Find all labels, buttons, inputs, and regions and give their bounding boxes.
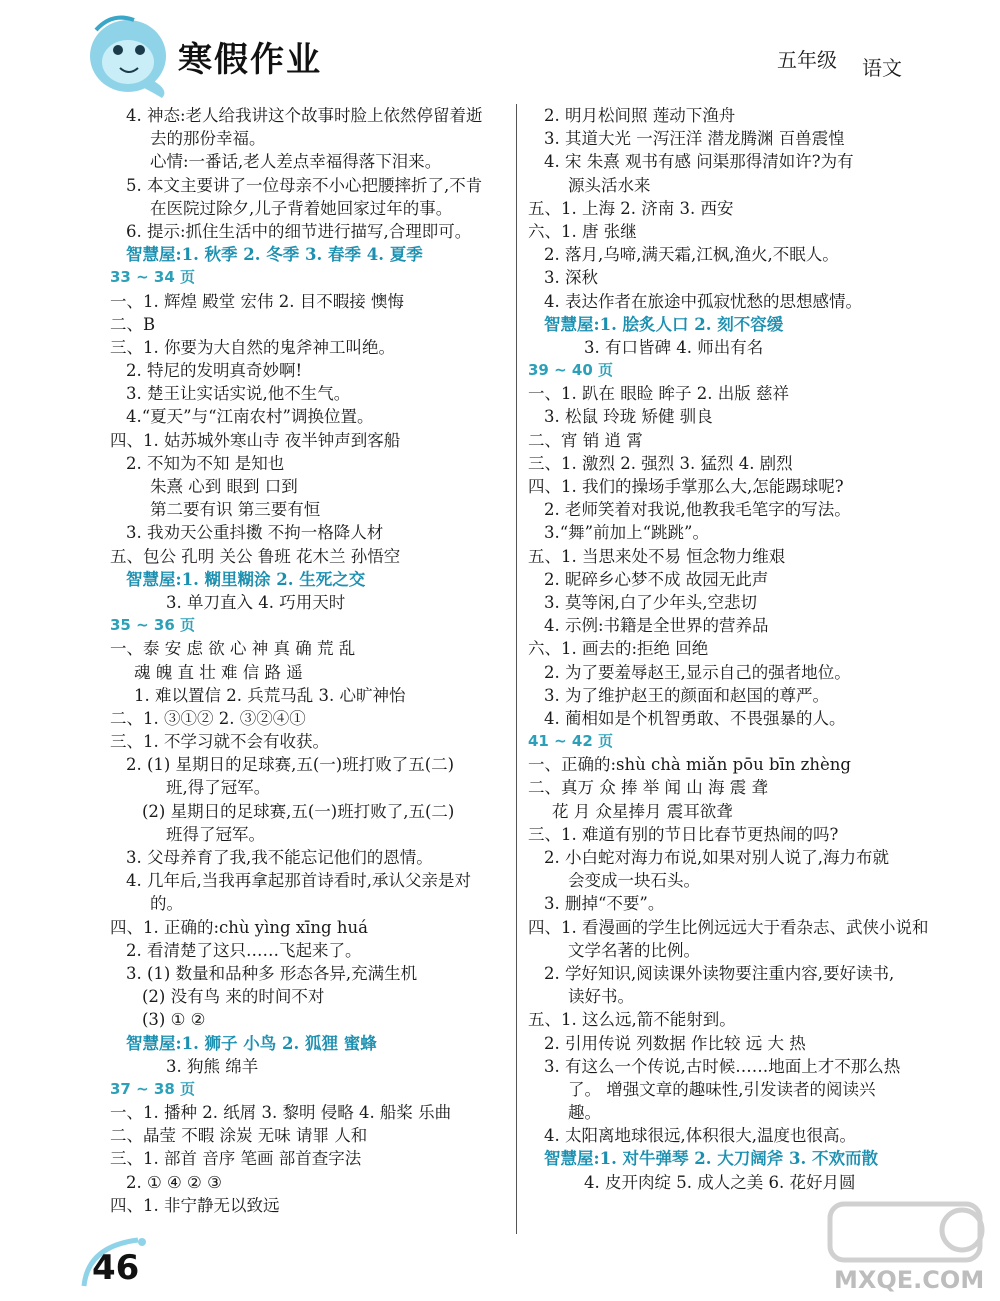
answer-line: 去的那份幸福。 — [150, 129, 266, 149]
answer-line: 2. 明月松间照 莲动下渔舟 — [544, 106, 736, 125]
answer-line: 6. 提示:抓住生活中的细节进行描写,合理即可。 — [126, 221, 472, 241]
answer-line: 四、1. 看漫画的学生比例远远大于看杂志、武侠小说和 — [528, 917, 929, 937]
section-heading: 37 ~ 38 页 — [110, 1079, 195, 1098]
answer-line: 3.“舞”前加上“跳跳”。 — [544, 523, 709, 543]
answer-line: 4. 太阳离地球很远,体积很大,温度也很高。 — [544, 1126, 856, 1146]
header-title: 寒假作业 — [178, 40, 322, 80]
answer-line: 3. (1) 数量和品种多 形态各异,充满生机 — [126, 963, 418, 983]
answer-line: 4. 几年后,当我再拿起那首诗看时,承认父亲是对 — [126, 871, 471, 891]
answer-line: 四、1. 我们的操场手掌那么大,怎能踢球呢? — [528, 477, 844, 496]
section-heading: 35 ~ 36 页 — [110, 616, 195, 635]
answer-line: 3. 松鼠 玲珑 矫健 驯良 — [544, 407, 713, 427]
answer-line: 趣。 — [568, 1103, 601, 1123]
answer-line: 3. 父母养育了我,我不能忘记他们的恩情。 — [126, 848, 433, 867]
wisdom-house-answer: 智慧屋:1. 糊里糊涂 2. 生死之交 — [126, 569, 366, 589]
answer-line: 4. 蔺相如是个机智勇敢、不畏强暴的人。 — [544, 708, 846, 728]
answer-line: 2. 落月,乌啼,满天霜,江枫,渔火,不眠人。 — [544, 245, 839, 265]
answer-line: 2. 不知为不知 是知也 — [126, 453, 285, 473]
answer-line: 六、1. 画去的:拒绝 回绝 — [528, 639, 709, 659]
answer-line: 3. 单刀直入 4. 巧用天时 — [166, 592, 346, 612]
right-answer-column — [528, 104, 928, 1194]
answer-line: 读好书。 — [568, 987, 634, 1007]
answer-line: 在医院过除夕,儿子背着她回家过年的事。 — [150, 198, 453, 218]
answer-line: 了。 增强文章的趣味性,引发读者的阅读兴 — [568, 1079, 876, 1099]
answer-line: 2. 昵碎乡心梦不成 故园无此声 — [544, 569, 769, 589]
answer-line: 4. 表达作者在旅途中孤寂忧愁的思想感情。 — [544, 291, 862, 311]
page-number: 46 — [92, 1248, 140, 1288]
answer-line: 2. 小白蛇对海力布说,如果对别人说了,海力布就 — [544, 848, 889, 867]
answer-line: 2. 看清楚了这只……飞起来了。 — [126, 940, 362, 960]
answer-line: 2. (1) 星期日的足球赛,五(一)班打败了五(二) — [126, 755, 455, 775]
answer-line: 2. 特尼的发明真奇妙啊! — [126, 361, 303, 381]
wisdom-house-answer: 智慧屋:1. 对牛弹琴 2. 大刀阔斧 3. 不欢而散 — [544, 1149, 878, 1169]
answer-line: 5. 本文主要讲了一位母亲不小心把腰摔折了,不肯 — [126, 175, 483, 195]
answer-line: 三、1. 你要为大自然的鬼斧神工叫绝。 — [110, 337, 395, 357]
answer-line: 一、泰 安 虑 欲 心 神 真 确 荒 乱 — [110, 639, 356, 659]
answer-line: 2. 为了要羞辱赵王,显示自己的强者地位。 — [544, 662, 851, 682]
wisdom-house-answer: 智慧屋:1. 狮子 小鸟 2. 狐狸 蜜蜂 — [126, 1033, 377, 1053]
wisdom-house-answer: 智慧屋:1. 秋季 2. 冬季 3. 春季 4. 夏季 — [126, 245, 423, 265]
answer-line: 3. 深秋 — [544, 268, 598, 288]
answer-line: 3. 有口皆碑 4. 师出有名 — [584, 337, 764, 357]
answer-line: 2. 老师笑着对我说,他教我毛笔字的写法。 — [544, 500, 851, 520]
answer-line: 六、1. 唐 张继 — [528, 221, 637, 241]
answer-line: 2. 引用传说 列数据 作比较 远 大 热 — [544, 1033, 806, 1053]
answer-line: 4. 皮开肉绽 5. 成人之美 6. 花好月圆 — [584, 1172, 856, 1192]
answer-line: 花 月 众星捧月 震耳欲聋 — [552, 801, 733, 821]
answer-line: 1. 难以置信 2. 兵荒马乱 3. 心旷神怡 — [134, 685, 406, 705]
answer-line: 五、1. 上海 2. 济南 3. 西安 — [528, 198, 734, 218]
answer-line: 第二要有识 第三要有恒 — [150, 500, 321, 520]
answer-line: 四、1. 正确的:chù yìng xīng huá — [110, 917, 368, 937]
dolphin-logo-icon — [82, 10, 174, 100]
answer-line: (3) ① ② — [142, 1010, 206, 1030]
answer-line: 四、1. 非宁静无以致远 — [110, 1195, 280, 1215]
answer-line: 3. 狗熊 绵羊 — [166, 1056, 259, 1076]
answer-line: 一、1. 趴在 眼睑 眸子 2. 出版 慈祥 — [528, 384, 789, 404]
answer-line: 4.“夏天”与“江南农村”调换位置。 — [126, 407, 374, 427]
answer-line: 一、1. 辉煌 殿堂 宏伟 2. 目不暇接 懊悔 — [110, 291, 404, 311]
header-subject: 语文 — [862, 56, 902, 80]
answer-line: (2) 没有鸟 来的时间不对 — [142, 987, 325, 1007]
answer-line: 源头活水来 — [568, 175, 651, 195]
answer-line: 二、1. ③①② 2. ③②④① — [110, 708, 306, 728]
answer-line: 二、宵 销 逍 霄 — [528, 430, 643, 450]
answer-line: 3. 我劝天公重抖擞 不拘一格降人材 — [126, 523, 384, 543]
answer-line: 五、包公 孔明 关公 鲁班 花木兰 孙悟空 — [110, 546, 401, 566]
answer-line: 的。 — [150, 894, 183, 914]
answer-line: 一、1. 播种 2. 纸屑 3. 黎明 侵略 4. 船桨 乐曲 — [110, 1103, 452, 1123]
answer-line: 五、1. 当思来处不易 恒念物力维艰 — [528, 546, 786, 566]
answer-line: 3. 楚王让实话实说,他不生气。 — [126, 384, 351, 404]
left-answer-column — [110, 104, 510, 1217]
answer-line: 2. ① ④ ② ③ — [126, 1172, 222, 1192]
answer-line: 3. 删掉“不要”。 — [544, 894, 665, 914]
answer-line: 3. 其道大光 一泻汪洋 潜龙腾渊 百兽震惶 — [544, 129, 845, 149]
answer-line: (2) 星期日的足球赛,五(一)班打败了,五(二) — [142, 801, 455, 821]
answer-line: 一、正确的:shù chà miǎn pōu bīn zhèng — [528, 755, 851, 775]
answer-line: 班得了冠军。 — [166, 824, 265, 844]
watermark-text: MXQE.COM — [834, 1266, 985, 1294]
answer-line: 文学名著的比例。 — [568, 940, 700, 960]
answer-line: 五、1. 这么远,箭不能射到。 — [528, 1010, 736, 1030]
answer-line: 2. 学好知识,阅读课外读物要注重内容,要好读书, — [544, 963, 895, 983]
answer-line: 班,得了冠军。 — [166, 778, 271, 798]
answer-line: 4. 宋 朱熹 观书有感 问渠那得清如许?为有 — [544, 152, 854, 172]
wisdom-house-answer: 智慧屋:1. 脍炙人口 2. 刻不容缓 — [544, 314, 784, 334]
answer-line: 4. 示例:书籍是全世界的营养品 — [544, 616, 769, 636]
answer-line: 魂 魄 直 壮 难 信 路 遥 — [134, 662, 303, 682]
answer-line: 二、B — [110, 314, 156, 334]
section-heading: 33 ~ 34 页 — [110, 268, 195, 287]
column-divider — [516, 104, 517, 1234]
section-heading: 41 ~ 42 页 — [528, 732, 613, 751]
answer-line: 三、1. 难道有别的节日比春节更热闹的吗? — [528, 824, 839, 844]
answer-line: 4. 神态:老人给我讲这个故事时脸上依然停留着逝 — [126, 106, 483, 125]
answer-line: 朱熹 心到 眼到 口到 — [150, 477, 298, 496]
answer-line: 三、1. 不学习就不会有收获。 — [110, 732, 329, 752]
answer-line: 三、1. 激烈 2. 强烈 3. 猛烈 4. 剧烈 — [528, 453, 793, 473]
answer-line: 二、晶莹 不暇 涂炭 无味 请罪 人和 — [110, 1126, 368, 1146]
header-grade: 五年级 — [777, 48, 837, 72]
answer-line: 三、1. 部首 音序 笔画 部首查字法 — [110, 1149, 362, 1169]
answer-line: 3. 莫等闲,白了少年头,空悲切 — [544, 592, 757, 612]
answer-line: 四、1. 姑苏城外寒山寺 夜半钟声到客船 — [110, 430, 401, 450]
answer-line: 会变成一块石头。 — [568, 871, 700, 891]
page-header — [0, 0, 1000, 100]
answer-line: 二、真万 众 捧 举 闻 山 海 震 聋 — [528, 778, 768, 798]
answer-line: 心情:一番话,老人差点幸福得落下泪来。 — [150, 152, 442, 172]
section-heading: 39 ~ 40 页 — [528, 361, 613, 380]
answer-line: 3. 为了维护赵王的颜面和赵国的尊严。 — [544, 685, 829, 705]
answer-line: 3. 有这么一个传说,古时候……地面上才不那么热 — [544, 1056, 901, 1076]
